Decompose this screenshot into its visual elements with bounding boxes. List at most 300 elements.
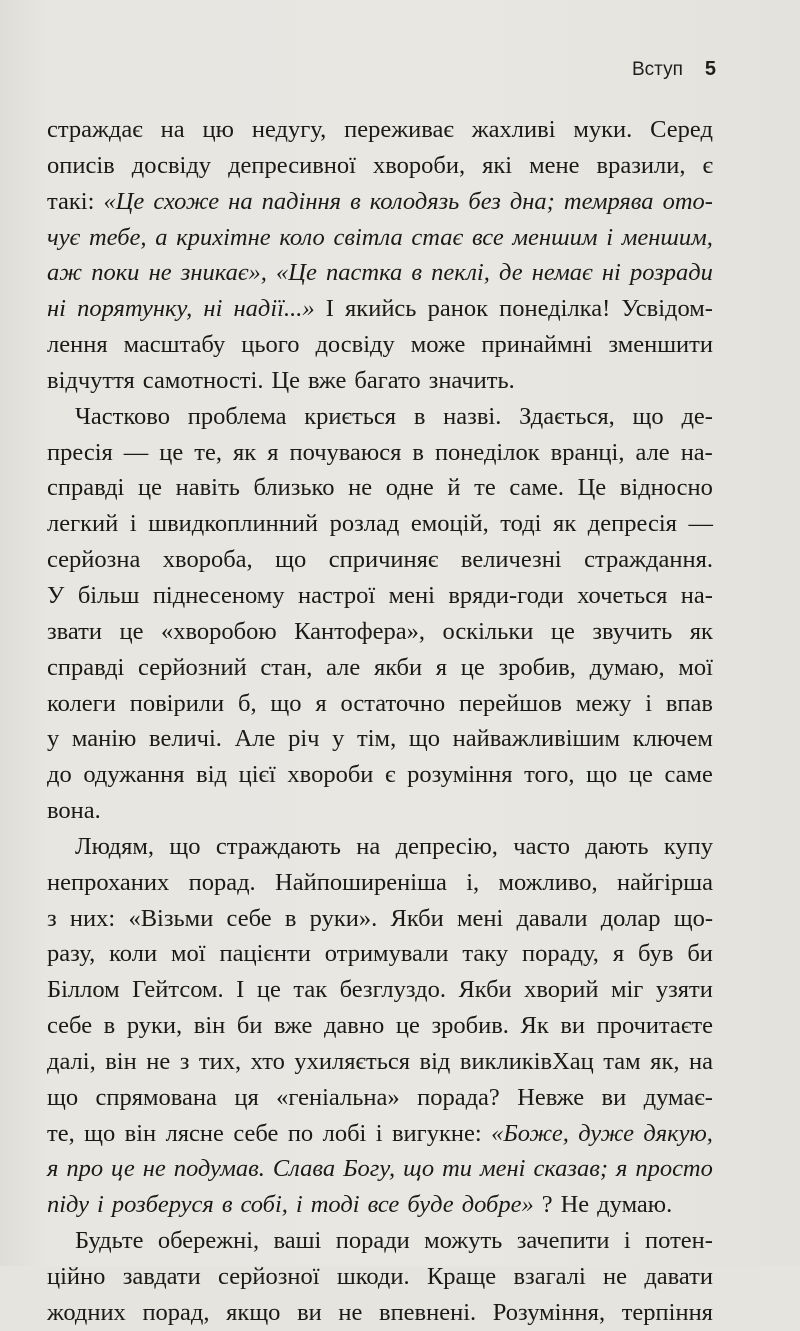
word: що: [403, 1155, 435, 1183]
word: далі,: [47, 1047, 96, 1075]
word: поради: [335, 1227, 410, 1255]
word: ляснe: [165, 1119, 224, 1147]
word: але: [635, 438, 670, 466]
word: все: [367, 1191, 400, 1219]
word: себе: [47, 1012, 93, 1040]
word: Серед: [650, 116, 713, 143]
text-line: [47, 829, 713, 865]
word: би: [687, 940, 713, 968]
word: розлад: [329, 510, 400, 538]
word: крихітне: [176, 223, 271, 251]
text-line: [47, 506, 713, 542]
word: жодних: [47, 1298, 126, 1326]
word: міг: [611, 976, 644, 1004]
text-line: [47, 1151, 713, 1187]
word: піду: [47, 1191, 90, 1219]
word: саме.: [509, 474, 564, 502]
word: пацієнти: [219, 940, 311, 968]
word: і: [295, 1191, 303, 1219]
word: мої: [171, 940, 206, 968]
word: дякую,: [643, 1119, 713, 1147]
word: узяти: [655, 976, 713, 1004]
text-line: [47, 327, 713, 363]
word: я: [615, 1155, 628, 1183]
word: величезні: [460, 546, 562, 574]
word: розради: [630, 259, 713, 287]
text-line: [47, 220, 713, 256]
word: ні: [47, 295, 66, 323]
word: це: [159, 438, 184, 466]
word: звати: [47, 617, 102, 645]
word: можливо,: [498, 868, 598, 896]
word: це: [395, 1012, 420, 1040]
word: давали: [516, 904, 588, 932]
word: потен-: [645, 1227, 713, 1255]
word: був: [638, 940, 674, 968]
word: взагалі: [513, 1263, 586, 1290]
word: давно: [323, 1012, 385, 1040]
word: Богу,: [343, 1155, 396, 1183]
word: ухиляється: [294, 1047, 411, 1075]
word: мені: [388, 581, 435, 609]
word: те,: [194, 438, 223, 466]
word: як: [233, 438, 257, 466]
word: немає: [531, 259, 593, 287]
word: досвіду: [315, 331, 395, 359]
word: на-: [680, 581, 713, 609]
word: —: [688, 510, 713, 538]
word: не: [603, 1263, 628, 1290]
word: зробив.: [431, 1012, 509, 1040]
text-line: [47, 757, 713, 793]
word: дуже: [578, 1119, 634, 1147]
word: темрява: [563, 187, 654, 215]
word: хочеться: [577, 581, 668, 609]
text-line: [47, 291, 713, 327]
word: піднесеному: [152, 581, 285, 609]
word: Кантофера»,: [294, 617, 425, 645]
word: мені: [480, 1155, 526, 1183]
word: хвороби,: [373, 151, 466, 179]
word: понеділок: [434, 438, 540, 466]
text-line: [47, 1295, 713, 1331]
word: «Візьми: [128, 904, 214, 932]
word: назві.: [443, 402, 502, 430]
word: більш: [77, 581, 140, 609]
word: у: [332, 725, 345, 753]
word: значить.: [428, 366, 515, 394]
word: на: [228, 187, 253, 215]
word: страждає: [47, 116, 143, 143]
text-line: [47, 578, 713, 614]
word: терпіння: [621, 1298, 713, 1326]
word: І: [236, 976, 245, 1004]
word: мене: [529, 151, 580, 179]
word: меншим,: [621, 223, 713, 251]
word: справді: [47, 474, 125, 502]
running-head: [632, 58, 716, 88]
word: є: [702, 151, 713, 179]
word: Людям,: [75, 832, 155, 860]
word: стан,: [260, 653, 313, 681]
word: хто: [250, 1047, 285, 1075]
word: думаю.: [597, 1191, 673, 1219]
text-line: [47, 1223, 713, 1259]
word: лення: [47, 331, 108, 359]
body-text: [47, 112, 713, 1331]
text-line: [47, 363, 713, 399]
word: тебе,: [88, 223, 147, 251]
word: Біллом: [47, 976, 120, 1004]
word: не: [148, 259, 172, 287]
word: що: [270, 689, 302, 717]
word: Усвідом-: [621, 295, 713, 323]
word: я: [47, 1155, 59, 1183]
word: і: [623, 1227, 631, 1255]
word: в: [412, 438, 424, 466]
text-line: [47, 614, 713, 650]
word: що: [632, 402, 664, 430]
word: не: [338, 1298, 363, 1326]
word: «геніальна»: [276, 1083, 400, 1111]
word: це: [550, 617, 575, 645]
word: «Це: [103, 187, 145, 215]
word: розберуся: [111, 1191, 214, 1219]
word: давати: [644, 1263, 713, 1290]
word: що: [408, 725, 440, 753]
text-line: [47, 1116, 713, 1152]
word: близько: [253, 474, 335, 502]
word: він: [105, 1047, 137, 1075]
word: і: [375, 1119, 383, 1147]
word: саме: [664, 761, 713, 789]
word: проблема: [187, 402, 287, 430]
word: порада?: [417, 1083, 500, 1111]
word: порад,: [142, 1298, 210, 1326]
text-line: [47, 686, 713, 722]
word: справді: [47, 653, 125, 681]
word: те,: [47, 1119, 75, 1147]
word: безглуздо.: [339, 976, 446, 1004]
word: думаю,: [589, 653, 665, 681]
text-line: [47, 1080, 713, 1116]
text-line: [47, 936, 713, 972]
word: в: [103, 1012, 116, 1040]
word: якби: [373, 653, 423, 681]
word: і: [645, 689, 652, 717]
word: цього: [241, 331, 300, 359]
text-line: [47, 470, 713, 506]
word: вона.: [47, 797, 101, 825]
word: спричиняє: [328, 546, 439, 574]
word: не: [348, 474, 373, 502]
word: це: [628, 761, 653, 789]
word: дають: [585, 832, 649, 860]
text-line: [47, 148, 713, 184]
word: манію: [71, 725, 137, 753]
word: тих,: [198, 1047, 242, 1075]
word: депресія: [587, 510, 677, 538]
word: хвороби: [287, 761, 374, 789]
word: руки,: [126, 1012, 183, 1040]
word: зменшити: [608, 331, 713, 359]
text-line: [47, 184, 713, 220]
word: часто: [513, 832, 570, 860]
word: подумав.: [173, 1155, 265, 1183]
word: і,: [466, 868, 480, 896]
word: отримували: [324, 940, 449, 968]
word: з: [179, 1047, 190, 1075]
word: падіння: [261, 187, 342, 215]
word: можуть: [424, 1227, 503, 1255]
text-line: [47, 865, 713, 901]
word: ця: [234, 1083, 259, 1111]
word: стає: [411, 223, 464, 251]
word: меншим: [512, 223, 598, 251]
word: Але: [234, 725, 276, 753]
word: на-: [680, 438, 713, 466]
word: почуваюся: [289, 438, 402, 466]
word: себе: [233, 1119, 279, 1147]
word: я: [315, 689, 327, 717]
word: себе: [226, 904, 272, 932]
word: звучить: [592, 617, 673, 645]
word: як: [689, 617, 713, 645]
word: це: [460, 653, 485, 681]
word: величі.: [149, 725, 222, 753]
word: повірили: [129, 689, 225, 717]
word: прочитаєте: [596, 1012, 713, 1040]
word: що: [586, 761, 618, 789]
word: Слава: [272, 1155, 336, 1183]
word: тоді: [310, 1191, 360, 1219]
word: пораду,: [522, 940, 599, 968]
word: на: [160, 116, 185, 143]
word: що: [47, 1083, 79, 1111]
text-line: [47, 255, 713, 291]
word: тім,: [357, 725, 397, 753]
word: муки.: [573, 116, 633, 143]
word: «Боже,: [491, 1119, 569, 1147]
word: порятунку,: [77, 295, 193, 323]
word: ранок: [427, 295, 489, 323]
word: серйозної: [218, 1263, 320, 1290]
word: я: [612, 940, 625, 968]
word: ваші: [273, 1227, 322, 1255]
word: це: [137, 474, 162, 502]
word: Не: [560, 1191, 590, 1219]
word: масштабу: [123, 331, 226, 359]
word: депресивної: [228, 151, 356, 179]
word: такі:: [47, 187, 95, 215]
word: мої: [678, 653, 713, 681]
word: ційно: [47, 1263, 106, 1290]
word: них:: [69, 904, 116, 932]
word: там: [603, 1047, 641, 1075]
word: хворий: [524, 976, 599, 1004]
word: понеділка!: [499, 295, 611, 323]
page-number: 5: [704, 58, 716, 80]
word: просто: [635, 1155, 713, 1183]
word: завдати: [122, 1263, 201, 1290]
word: жахливі: [471, 116, 556, 143]
word: вже: [308, 366, 347, 394]
word: ні: [601, 259, 621, 287]
word: ?: [541, 1191, 553, 1219]
word: в: [411, 259, 422, 287]
word: може: [410, 331, 466, 359]
word: Будьте: [75, 1227, 144, 1255]
word: і: [606, 223, 613, 251]
word: настрої: [297, 581, 376, 609]
word: серйозна: [47, 546, 141, 574]
word: страждання.: [584, 546, 713, 574]
word: у: [47, 725, 60, 753]
word: те: [474, 474, 496, 502]
word: і: [129, 510, 137, 538]
text-line: [47, 1259, 713, 1295]
word: купу: [663, 832, 713, 860]
word: це: [256, 976, 281, 1004]
word: впевнені.: [379, 1298, 477, 1326]
word: остаточно: [340, 689, 446, 717]
section-title: Вступ: [631, 59, 683, 80]
word: аж: [47, 259, 83, 287]
word: одне: [385, 474, 434, 502]
word: а: [155, 223, 168, 251]
word: про: [66, 1155, 104, 1183]
word: й: [447, 474, 461, 502]
word: це: [119, 617, 144, 645]
text-line: [47, 435, 713, 471]
word: колеги: [47, 689, 116, 717]
word: Це: [577, 474, 607, 502]
word: Розуміння,: [492, 1298, 606, 1326]
word: Здається,: [519, 402, 615, 430]
word: того,: [524, 761, 575, 789]
word: без: [468, 187, 501, 215]
word: якийсь: [345, 295, 417, 323]
word: оскільки: [442, 617, 534, 645]
word: ключем: [632, 725, 713, 753]
word: в: [413, 402, 426, 430]
word: досвіду: [131, 151, 212, 179]
word: зробив,: [498, 653, 576, 681]
word: хвороба,: [162, 546, 253, 574]
word: що: [84, 1119, 116, 1147]
word: все: [471, 223, 504, 251]
word: думає-: [643, 1083, 713, 1111]
word: коли: [109, 940, 158, 968]
word: я: [267, 438, 279, 466]
word: він: [124, 1119, 157, 1147]
text-line: [47, 721, 713, 757]
word: І: [325, 295, 334, 323]
word: порад.: [188, 868, 256, 896]
word: що-: [673, 904, 713, 932]
word: впав: [665, 689, 713, 717]
word: таку: [462, 940, 509, 968]
word: мені: [456, 904, 504, 932]
word: це: [111, 1155, 135, 1183]
word: до: [47, 761, 72, 789]
word: переживає: [344, 116, 454, 143]
word: би: [236, 1012, 263, 1040]
word: спрямована: [95, 1083, 217, 1111]
text-line: [47, 972, 713, 1008]
word: описів: [47, 151, 115, 179]
word: що: [169, 832, 201, 860]
word: руки».: [309, 904, 378, 932]
word: викликівХац: [459, 1047, 594, 1075]
word: по: [287, 1119, 314, 1147]
word: які: [482, 151, 513, 179]
word: «Це: [276, 259, 317, 287]
word: ні: [203, 295, 223, 323]
word: так: [293, 976, 328, 1004]
word: найважливішим: [452, 725, 621, 753]
word: в: [284, 904, 297, 932]
word: світла: [333, 223, 403, 251]
word: є: [385, 761, 396, 789]
word: буде: [407, 1191, 454, 1219]
word: У: [47, 581, 65, 609]
text-line: [47, 1044, 713, 1080]
text-line: [47, 1187, 713, 1223]
word: Невже: [517, 1083, 585, 1111]
word: сказав;: [533, 1155, 609, 1183]
word: непроханих: [47, 868, 170, 896]
text-line: [47, 112, 713, 148]
word: Частково: [75, 402, 170, 430]
text-line: [47, 901, 713, 937]
word: ото-: [662, 187, 713, 215]
word: б,: [237, 689, 257, 717]
word: як: [553, 510, 577, 538]
text-line: [47, 650, 713, 686]
word: розуміння: [407, 761, 513, 789]
word: я: [435, 653, 448, 681]
word: самотності.: [142, 366, 264, 394]
word: якщо: [226, 1298, 281, 1326]
word: Це: [271, 366, 301, 394]
word: колодязь: [369, 187, 460, 215]
word: принаймні: [481, 331, 593, 359]
word: що: [275, 546, 307, 574]
word: одужання: [83, 761, 185, 789]
word: пресія: [47, 438, 113, 466]
word: але: [326, 653, 361, 681]
word: разу,: [47, 940, 96, 968]
word: Краще: [426, 1263, 497, 1290]
word: не: [146, 1047, 171, 1075]
word: річ: [288, 725, 320, 753]
word: як,: [650, 1047, 680, 1075]
word: серйозний: [138, 653, 247, 681]
word: шкоди.: [336, 1263, 410, 1290]
word: депресію,: [395, 832, 498, 860]
word: з: [47, 904, 57, 932]
word: і: [97, 1191, 104, 1219]
word: тоді: [500, 510, 542, 538]
word: легкий: [47, 510, 119, 538]
word: зачепити: [516, 1227, 610, 1255]
word: вигукне:: [391, 1119, 482, 1147]
word: Якби: [458, 976, 512, 1004]
word: ви: [560, 1012, 586, 1040]
word: страждають: [215, 832, 341, 860]
word: де-: [681, 402, 713, 430]
